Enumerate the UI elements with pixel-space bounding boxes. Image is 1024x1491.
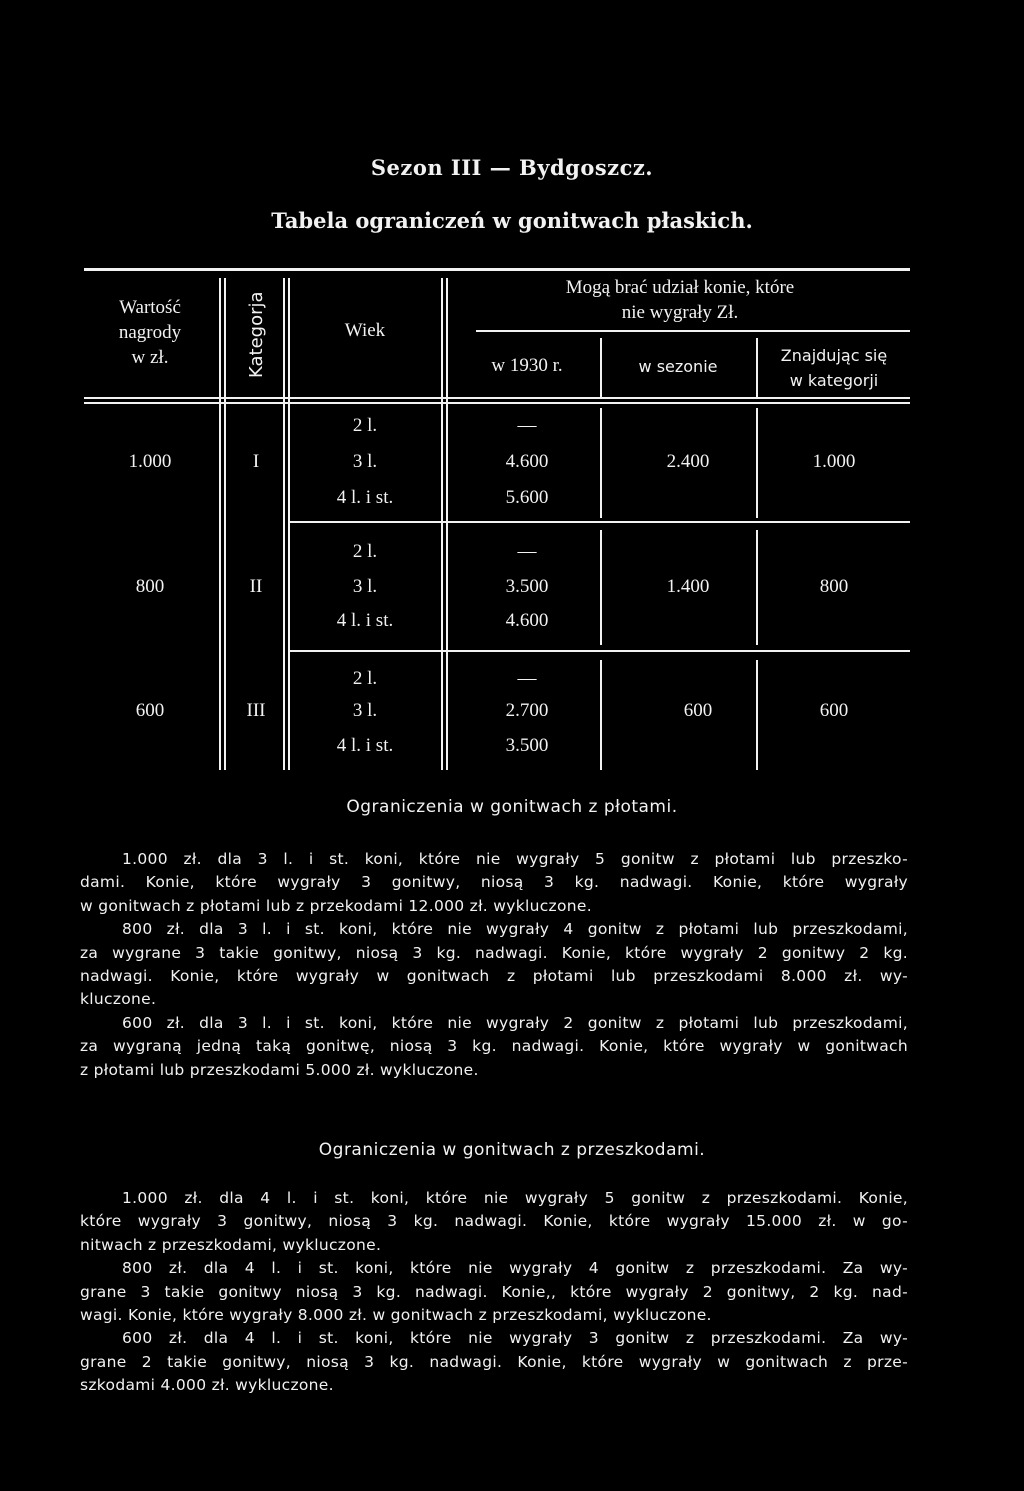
section2-line: szkodami 4.000 zł. wykluczone. [80, 1376, 334, 1395]
section2-line: grane 2 takie gonitwy, niosą 3 kg. nadwagi. Konie, które wygrały w gonitwach z prze- [80, 1352, 908, 1371]
header-znajdujac-2: w kategorji [789, 371, 879, 390]
header-double-rule-1 [84, 397, 910, 399]
row2-wiek-1: 2 l. [352, 541, 378, 562]
row3-sezon: 600 [683, 700, 713, 721]
vline-kat-right-b [288, 278, 290, 770]
row1-wiek-2: 3 l. [352, 451, 378, 472]
table-top-rule [84, 268, 910, 271]
header-w1930: w 1930 r. [491, 355, 563, 376]
row1-w1930-3: 5.600 [505, 487, 549, 508]
row2-wartosc: 800 [135, 576, 165, 597]
row1-wartosc: 1.000 [128, 451, 172, 472]
row1-wiek-3: 4 l. i st. [336, 487, 394, 508]
vline-1930-right [600, 338, 602, 398]
row2-kategoria: II [249, 576, 263, 597]
section1-line: nadwagi. Konie, które wygrały w gonitwach z płotami lub przeszkodami 8.000 zł. wy- [80, 967, 908, 985]
row3-w1930-1: — [517, 668, 537, 689]
row3-kat: 600 [819, 700, 849, 721]
section-plotami-title: Ograniczenia w gonitwach z płotami. [346, 797, 678, 817]
row3-wartosc: 600 [135, 700, 165, 721]
row1-w1930-2: 4.600 [505, 451, 549, 472]
section1-line: 1.000 zł. dla 3 l. i st. koni, które nie wygrały 5 gonitw z płotami lub przeszko- [122, 850, 908, 868]
row-rule-1 [290, 521, 910, 523]
row2-w1930-1: — [517, 541, 537, 562]
section1-line: w gonitwach z płotami lub z przekodami 12.000 zł. wykluczone. [80, 896, 592, 915]
header-wartosc-1: Wartość [119, 297, 181, 318]
row3-kategoria: III [246, 700, 266, 721]
vline-sezon-right [756, 338, 758, 398]
vline-kat-right-a [283, 278, 285, 770]
page-subtitle: Tabela ograniczeń w gonitwach płaskich. [271, 208, 753, 233]
row2-w1930-3: 4.600 [505, 610, 549, 631]
row3-w1930-3: 3.500 [505, 735, 549, 756]
row2-sezon: 1.400 [666, 576, 710, 597]
row3-wiek-3: 4 l. i st. [336, 735, 394, 756]
row1-sezon: 2.400 [666, 451, 710, 472]
header-wiek: Wiek [344, 320, 386, 341]
header-subrule [476, 330, 910, 332]
section1-line: z płotami lub przeszkodami 5.000 zł. wykluczone. [80, 1060, 479, 1079]
header-wartosc-2: nagrody [118, 322, 182, 343]
header-moga-line2: nie wygrały Zł. [621, 302, 739, 323]
page-title: Sezon III — Bydgoszcz. [370, 155, 654, 180]
section1-line: za wygrane 3 takie gonitwy, niosą 3 kg. nadwagi. Konie, które wygrały 2 gonitwy 2 kg. [80, 943, 908, 962]
row2-w1930-2: 3.500 [505, 576, 549, 597]
header-double-rule-2 [84, 402, 910, 404]
header-wsezonie: w sezonie [638, 357, 718, 376]
header-moga-line1: Mogą brać udział konie, które [565, 277, 795, 298]
vline-kat-left-a [219, 278, 221, 770]
section2-line: 800 zł. dla 4 l. i st. koni, które nie wygrały 4 gonitw z przeszkodami. Za wy- [122, 1259, 908, 1278]
vline-kat-left-b [224, 278, 226, 770]
section1-line: 800 zł. dla 3 l. i st. koni, które nie wygrały 4 gonitw z płotami lub przeszkodami, [122, 920, 908, 939]
section-przeszkodami-title: Ograniczenia w gonitwach z przeszkodami. [318, 1140, 706, 1160]
row3-wiek-2: 3 l. [352, 700, 378, 721]
section1-line: za wygraną jedną taką gonitwę, niosą 3 kg. nadwagi. Konie, które wygrały w gonitwach [80, 1037, 908, 1056]
row2-wiek-3: 4 l. i st. [336, 610, 394, 631]
section2-line: nitwach z przeszkodami, wykluczone. [80, 1235, 382, 1254]
row1-w1930-1: — [517, 415, 537, 436]
row-rule-2 [290, 650, 910, 652]
row2-wiek-2: 3 l. [352, 576, 378, 597]
section2-line: wagi. Konie, które wygrały 8.000 zł. w gonitwach z przeszkodami, wykluczone. [80, 1306, 712, 1324]
section2-line: które wygrały 3 gonitwy, niosą 3 kg. nadwagi. Konie, które wygrały 15.000 zł. w go- [80, 1212, 908, 1231]
section2-line: 600 zł. dla 4 l. i st. koni, które nie wygrały 3 gonitw z przeszkodami. Za wy- [122, 1329, 908, 1348]
row1-kat: 1.000 [812, 451, 856, 472]
header-kategoria-label: Kategorja [246, 291, 267, 378]
section2-line: 1.000 zł. dla 4 l. i st. koni, które nie wygrały 5 gonitw z przeszkodami. Konie, [122, 1189, 908, 1207]
section1-line: kluczone. [80, 990, 157, 1009]
row2-kat: 800 [819, 576, 849, 597]
row3-wiek-1: 2 l. [352, 668, 378, 689]
row1-kategoria: I [252, 451, 260, 472]
header-znajdujac-1: Znajdując się [780, 346, 888, 365]
section1-line: 600 zł. dla 3 l. i st. koni, które nie wygrały 2 gonitw z płotami lub przeszkodami, [122, 1013, 908, 1032]
vline-wiek-right-b [446, 278, 448, 770]
section1-line: dami. Konie, które wygrały 3 gonitwy, niosą 3 kg. nadwagi. Konie, które wygrały [80, 873, 908, 892]
row3-w1930-2: 2.700 [505, 700, 549, 721]
header-wartosc-3: w zł. [131, 347, 169, 368]
row1-wiek-1: 2 l. [352, 415, 378, 436]
vline-wiek-right-a [441, 278, 443, 770]
section2-line: grane 3 takie gonitwy niosą 3 kg. nadwagi. Konie,, które wygrały 2 gonitwy, 2 kg. nad- [80, 1282, 908, 1301]
